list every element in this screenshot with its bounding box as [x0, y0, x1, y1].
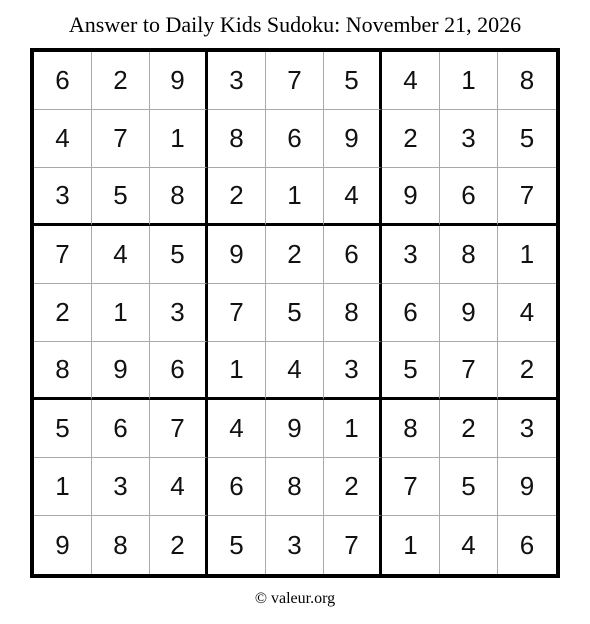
sudoku-cell-r8-c5: 8	[266, 458, 324, 516]
sudoku-cell-r4-c6: 6	[324, 226, 382, 284]
sudoku-cell-r9-c5: 3	[266, 516, 324, 574]
puzzle-title: Answer to Daily Kids Sudoku: November 21, 2026	[68, 12, 522, 37]
sudoku-cell-r7-c7: 8	[382, 400, 440, 458]
sudoku-cell-r3-c2: 5	[92, 168, 150, 226]
sudoku-cell-r7-c3: 7	[150, 400, 208, 458]
copyright-footer: © valeur.org	[254, 590, 336, 607]
sudoku-cell-r4-c3: 5	[150, 226, 208, 284]
sudoku-cell-r3-c1: 3	[34, 168, 92, 226]
sudoku-cell-r3-c5: 1	[266, 168, 324, 226]
sudoku-cell-r1-c1: 6	[34, 52, 92, 110]
sudoku-cell-r4-c5: 2	[266, 226, 324, 284]
sudoku-cell-r2-c4: 8	[208, 110, 266, 168]
sudoku-cell-r8-c4: 6	[208, 458, 266, 516]
sudoku-cell-r3-c8: 6	[440, 168, 498, 226]
sudoku-cell-r2-c2: 7	[92, 110, 150, 168]
sudoku-cell-r6-c9: 2	[498, 342, 556, 400]
sudoku-cell-r4-c1: 7	[34, 226, 92, 284]
sudoku-cell-r8-c3: 4	[150, 458, 208, 516]
sudoku-cell-r5-c9: 4	[498, 284, 556, 342]
sudoku-cell-r7-c8: 2	[440, 400, 498, 458]
sudoku-cell-r1-c3: 9	[150, 52, 208, 110]
sudoku-cell-r5-c1: 2	[34, 284, 92, 342]
sudoku-cell-r7-c9: 3	[498, 400, 556, 458]
sudoku-cell-r2-c5: 6	[266, 110, 324, 168]
sudoku-cell-r4-c9: 1	[498, 226, 556, 284]
sudoku-cell-r2-c7: 2	[382, 110, 440, 168]
sudoku-cell-r1-c4: 3	[208, 52, 266, 110]
sudoku-cell-r9-c2: 8	[92, 516, 150, 574]
sudoku-cell-r3-c9: 7	[498, 168, 556, 226]
sudoku-cell-r5-c7: 6	[382, 284, 440, 342]
sudoku-cell-r2-c6: 9	[324, 110, 382, 168]
sudoku-cell-r5-c3: 3	[150, 284, 208, 342]
sudoku-cell-r7-c2: 6	[92, 400, 150, 458]
sudoku-cell-r2-c8: 3	[440, 110, 498, 168]
sudoku-cell-r8-c1: 1	[34, 458, 92, 516]
sudoku-cell-r5-c4: 7	[208, 284, 266, 342]
sudoku-cell-r1-c7: 4	[382, 52, 440, 110]
sudoku-cell-r2-c1: 4	[34, 110, 92, 168]
sudoku-cell-r8-c7: 7	[382, 458, 440, 516]
sudoku-cell-r6-c3: 6	[150, 342, 208, 400]
sudoku-cell-r4-c4: 9	[208, 226, 266, 284]
sudoku-cell-r2-c3: 1	[150, 110, 208, 168]
sudoku-cell-r4-c8: 8	[440, 226, 498, 284]
sudoku-cell-r5-c5: 5	[266, 284, 324, 342]
sudoku-cell-r5-c8: 9	[440, 284, 498, 342]
sudoku-cell-r7-c5: 9	[266, 400, 324, 458]
sudoku-cell-r5-c2: 1	[92, 284, 150, 342]
sudoku-cell-r6-c6: 3	[324, 342, 382, 400]
sudoku-cell-r3-c4: 2	[208, 168, 266, 226]
sudoku-cell-r2-c9: 5	[498, 110, 556, 168]
sudoku-cell-r9-c4: 5	[208, 516, 266, 574]
sudoku-cell-r9-c1: 9	[34, 516, 92, 574]
sudoku-cell-r6-c7: 5	[382, 342, 440, 400]
sudoku-cell-r6-c5: 4	[266, 342, 324, 400]
sudoku-cell-r9-c8: 4	[440, 516, 498, 574]
sudoku-cell-r3-c7: 9	[382, 168, 440, 226]
sudoku-cell-r7-c4: 4	[208, 400, 266, 458]
sudoku-cell-r8-c8: 5	[440, 458, 498, 516]
sudoku-cell-r4-c2: 4	[92, 226, 150, 284]
sudoku-cell-r3-c3: 8	[150, 168, 208, 226]
sudoku-cell-r8-c6: 2	[324, 458, 382, 516]
sudoku-cell-r8-c9: 9	[498, 458, 556, 516]
sudoku-cell-r6-c8: 7	[440, 342, 498, 400]
sudoku-cell-r6-c1: 8	[34, 342, 92, 400]
sudoku-cell-r4-c7: 3	[382, 226, 440, 284]
sudoku-cell-r9-c6: 7	[324, 516, 382, 574]
sudoku-cell-r1-c2: 2	[92, 52, 150, 110]
sudoku-cell-r9-c7: 1	[382, 516, 440, 574]
sudoku-cell-r1-c8: 1	[440, 52, 498, 110]
sudoku-cell-r8-c2: 3	[92, 458, 150, 516]
sudoku-cell-r3-c6: 4	[324, 168, 382, 226]
sudoku-cell-r9-c9: 6	[519, 529, 535, 560]
sudoku-cell-r5-c6: 8	[324, 284, 382, 342]
sudoku-cell-r1-c5: 7	[266, 52, 324, 110]
sudoku-cell-r1-c9: 8	[498, 52, 556, 110]
sudoku-cell-r6-c4: 1	[208, 342, 266, 400]
sudoku-cell-r7-c6: 1	[324, 400, 382, 458]
sudoku-cell-r1-c6: 5	[324, 52, 382, 110]
sudoku-cell-r6-c2: 9	[92, 342, 150, 400]
sudoku-cell-r9-c3: 2	[150, 516, 208, 574]
sudoku-grid	[30, 48, 560, 578]
sudoku-cell-r7-c1: 5	[34, 400, 92, 458]
